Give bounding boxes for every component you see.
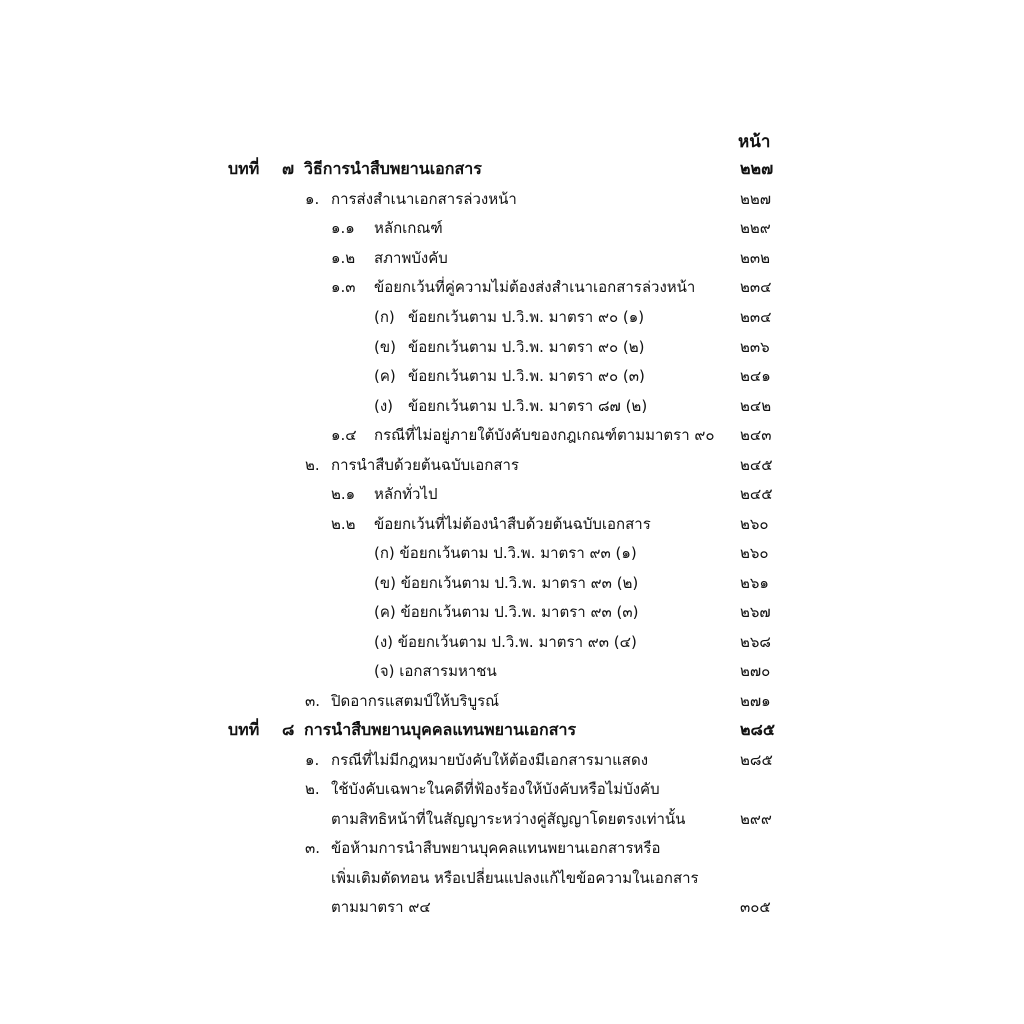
page-number: ๒๓๒ [740, 249, 771, 267]
section-number: ๒. [305, 780, 320, 798]
subsection-title: สภาพบังคับ [374, 249, 448, 267]
item-marker: (ข) [374, 338, 396, 356]
toc-subsection-row [0, 247, 1024, 273]
toc-section-row [0, 778, 1024, 804]
page-number: ๒๗๑ [740, 692, 771, 710]
subsection-number: ๒.๒ [331, 515, 356, 533]
chapter-title: การนำสืบพยานบุคคลแทนพยานเอกสาร [304, 720, 577, 739]
item-marker: (ง) [374, 397, 394, 415]
page-number: ๒๖๗ [740, 603, 771, 621]
toc-continuation-row [0, 867, 1024, 893]
chapter-title: วิธีการนำสืบพยานเอกสาร [304, 159, 482, 178]
item-marker: (ก) [374, 308, 395, 326]
section-number: ๒. [305, 456, 320, 474]
toc-item-row [0, 660, 1024, 686]
item-title: ข้อยกเว้นตาม ป.วิ.พ. มาตรา ๘๗ (๒) [408, 397, 648, 415]
page-number: ๒๘๕ [740, 751, 773, 769]
item-title: ข้อยกเว้นตาม ป.วิ.พ. มาตรา ๙๐ (๒) [408, 338, 645, 356]
page-number: ๒๓๖ [740, 338, 770, 356]
page-number: ๒๓๔ [740, 278, 772, 296]
item-title: (ข) ข้อยกเว้นตาม ป.วิ.พ. มาตรา ๙๓ (๒) [374, 574, 639, 592]
page-number: ๓๐๕ [740, 898, 771, 916]
chapter-number: ๘ [282, 720, 295, 739]
page-number: ๒๖๐ [740, 515, 769, 533]
page-number: ๒๔๕ [740, 456, 773, 474]
toc-item-row [0, 365, 1024, 391]
toc-item-row [0, 336, 1024, 362]
page-number: ๒๘๕ [740, 720, 775, 739]
toc-subsection-row [0, 483, 1024, 509]
section-title-continued: เพิ่มเติมตัดทอน หรือเปลี่ยนแปลงแก้ไขข้อความในเอกสาร [331, 869, 699, 887]
toc-section-row [0, 454, 1024, 480]
section-number: ๓. [305, 839, 321, 857]
section-title: การนำสืบด้วยต้นฉบับเอกสาร [331, 456, 519, 474]
chapter-label: บทที่ [228, 159, 260, 178]
chapter-label: บทที่ [228, 720, 260, 739]
toc-section-row [0, 749, 1024, 775]
page-number: ๒๙๙ [740, 810, 772, 828]
section-title: ข้อห้ามการนำสืบพยานบุคคลแทนพยานเอกสารหรือ [331, 839, 661, 857]
page-number: ๒๖๘ [740, 633, 771, 651]
subsection-number: ๑.๓ [331, 278, 356, 296]
toc-item-row [0, 631, 1024, 657]
page-number: ๒๒๗ [740, 190, 772, 208]
section-number: ๓. [305, 692, 321, 710]
item-title: (ค) ข้อยกเว้นตาม ป.วิ.พ. มาตรา ๙๓ (๓) [374, 603, 639, 621]
toc-section-row [0, 837, 1024, 863]
page-number: ๒๔๒ [740, 397, 772, 415]
subsection-number: ๒.๑ [331, 485, 356, 503]
section-title: ใช้บังคับเฉพาะในคดีที่ฟ้องร้องให้บังคับหรือไม่บังคับ [331, 780, 660, 798]
subsection-title: ข้อยกเว้นที่ไม่ต้องนำสืบด้วยต้นฉบับเอกสาร [374, 515, 651, 533]
subsection-number: ๑.๑ [331, 219, 355, 237]
subsection-title: กรณีที่ไม่อยู่ภายใต้บังคับของกฎเกณฑ์ตามมาตรา ๙๐ [374, 426, 715, 444]
toc-subsection-row [0, 217, 1024, 243]
toc-item-row [0, 601, 1024, 627]
toc-section-row [0, 188, 1024, 214]
item-title: (ง) ข้อยกเว้นตาม ป.วิ.พ. มาตรา ๙๓ (๔) [374, 633, 637, 651]
section-number: ๑. [305, 751, 320, 769]
section-number: ๑. [305, 190, 320, 208]
toc-continuation-row [0, 896, 1024, 922]
subsection-number: ๑.๔ [331, 426, 357, 444]
item-title: ข้อยกเว้นตาม ป.วิ.พ. มาตรา ๙๐ (๓) [408, 367, 645, 385]
subsection-title: หลักทั่วไป [374, 485, 438, 503]
toc-item-row [0, 572, 1024, 598]
page-number: ๒๖๑ [740, 574, 769, 592]
chapter-number: ๗ [282, 159, 295, 178]
toc-chapter-row [0, 719, 1024, 745]
toc-subsection-row [0, 513, 1024, 539]
toc-item-row [0, 542, 1024, 568]
page-number: ๒๖๐ [740, 544, 769, 562]
subsection-title: หลักเกณฑ์ [374, 219, 443, 237]
section-title-continued: ตามสิทธิหน้าที่ในสัญญาระหว่างคู่สัญญาโดยตรงเท่านั้น [331, 810, 686, 828]
toc-subsection-row [0, 424, 1024, 450]
section-title-continued: ตามมาตรา ๙๔ [331, 898, 431, 916]
section-title: กรณีที่ไม่มีกฎหมายบังคับให้ต้องมีเอกสารมาแสดง [331, 751, 649, 769]
subsection-title: ข้อยกเว้นที่คู่ความไม่ต้องส่งสำเนาเอกสารล่วงหน้า [374, 278, 696, 296]
page-number: ๒๔๕ [740, 485, 773, 503]
page-number: ๒๔๑ [740, 367, 771, 385]
toc-item-row [0, 306, 1024, 332]
section-title: ปิดอากรแสตมป์ให้บริบูรณ์ [331, 692, 500, 710]
item-title: ข้อยกเว้นตาม ป.วิ.พ. มาตรา ๙๐ (๑) [408, 308, 645, 326]
toc-continuation-row [0, 808, 1024, 834]
section-title: การส่งสำเนาเอกสารล่วงหน้า [331, 190, 517, 208]
toc-subsection-row [0, 276, 1024, 302]
item-title: (จ) เอกสารมหาชน [374, 662, 497, 680]
page-number: ๒๒๗ [740, 159, 774, 178]
toc-section-row [0, 690, 1024, 716]
toc-item-row [0, 395, 1024, 421]
item-title: (ก) ข้อยกเว้นตาม ป.วิ.พ. มาตรา ๙๓ (๑) [374, 544, 637, 562]
page-number: ๒๓๔ [740, 308, 772, 326]
page-number: ๒๔๓ [740, 426, 772, 444]
item-marker: (ค) [374, 367, 396, 385]
page-number: ๒๒๙ [740, 219, 771, 237]
page-number: ๒๗๐ [740, 662, 771, 680]
subsection-number: ๑.๒ [331, 249, 356, 267]
toc-chapter-row [0, 158, 1024, 184]
page-header-label: หน้า [738, 132, 771, 152]
